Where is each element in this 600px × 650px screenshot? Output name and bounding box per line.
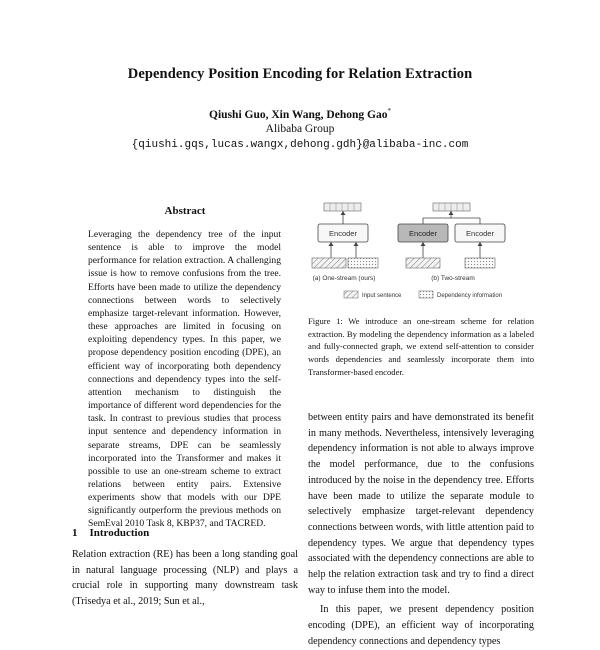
figure-1 bbox=[308, 200, 534, 305]
input-sentence-box bbox=[406, 258, 440, 268]
dependency-info-box bbox=[465, 258, 495, 268]
architecture-diagram bbox=[308, 200, 534, 305]
two-stream-diagram bbox=[398, 203, 505, 282]
abstract-heading: Abstract bbox=[164, 205, 206, 217]
label-two-stream: (b) Two-stream bbox=[431, 275, 475, 282]
label-one-stream: (a) One-stream (ours) bbox=[312, 275, 376, 282]
encoder-label: Encoder bbox=[466, 229, 494, 238]
output-token-bar bbox=[433, 203, 470, 211]
figure-caption: Figure 1: We introduce an one-stream scheme for relation extraction. By modeling the dependency information as a labeled and fully-connected graph, we extend self-attention to consider words dependencies and seamlessly incorporate them into Transformer-based encoder. bbox=[308, 316, 534, 377]
author-list bbox=[0, 107, 600, 121]
abstract-text: Leveraging the dependency tree of the input sentence is able to improve the model performance for relation extraction. A challenging issue is how to remove confusions from the tree. Efforts have been made to utilize the dependency connections between words to selectively emphasize target-relevant information. However, these approaches are limited in focusing on exploiting dependency types. In this paper, we propose dependency position encoding (DPE), an efficient way of incorporating both dependency connections and dependency types into the self-attention mechanism to distinguish the importance of different word dependencies for the task. In contrast to previous studies that process input sentence and dependency information in separate streams, DPE can be seamlessly incorporated into the Transformer and makes it possible to use an one-stream scheme to extract relations between entity pairs. Extensive experiments show that models with our DPE significantly outperform the previous methods on SemEval 2010 Task 8, KBP37, and TACRED. bbox=[88, 229, 281, 530]
paragraph: between entity pairs and have demonstrated its benefit in many methods. Nevertheless, intensively leveraging dependency information is not able to always improve the model performance, due to the confusions introduced by the noise in the dependency tree. Efforts have been made to utilize the separate module to selectively emphasize target-relevant dependency connections between words, with little attention paid to dependency types. We argue that dependency types associated with the dependency connections are able to help the relation extraction task and try to find a direct way to infuse them into the model. bbox=[308, 412, 534, 596]
section-title: Introduction bbox=[89, 527, 150, 539]
legend-swatch-dependency bbox=[419, 291, 433, 298]
input-sentence-box bbox=[312, 258, 346, 268]
author-names: Qiushi Guo, Xin Wang, Dehong Gao bbox=[209, 108, 388, 121]
encoder-label: Encoder bbox=[409, 229, 437, 238]
legend-swatch-input bbox=[344, 291, 358, 298]
legend-dependency-label: Dependency information bbox=[437, 293, 503, 299]
output-token-bar bbox=[324, 203, 361, 211]
paper-title: Dependency Position Encoding for Relation Extraction bbox=[127, 66, 473, 82]
author-emails: {qiushi.gqs,lucas.wangx,dehong.gdh}@alibaba-inc.com bbox=[131, 139, 469, 151]
introduction-text: Relation extraction (RE) has been a long standing goal in natural language processing (NLP) and plays a crucial role in supporting many downstream task (Trisedya et al., 2019; Sun et al., bbox=[72, 549, 298, 607]
section-heading bbox=[72, 527, 149, 539]
paragraph: In this paper, we present dependency position encoding (DPE), an efficient way of incorporating dependency connections and dependency types bbox=[308, 604, 534, 647]
legend-input-label: Input sentence bbox=[362, 293, 402, 299]
section-number: 1 bbox=[72, 527, 78, 539]
encoder-label: Encoder bbox=[329, 229, 357, 238]
dependency-info-box bbox=[348, 258, 378, 268]
affiliation: Alibaba Group bbox=[265, 123, 335, 135]
author-mark: * bbox=[387, 107, 391, 115]
right-column-text bbox=[308, 410, 534, 650]
one-stream-diagram bbox=[312, 203, 378, 282]
figure-legend bbox=[344, 291, 502, 299]
